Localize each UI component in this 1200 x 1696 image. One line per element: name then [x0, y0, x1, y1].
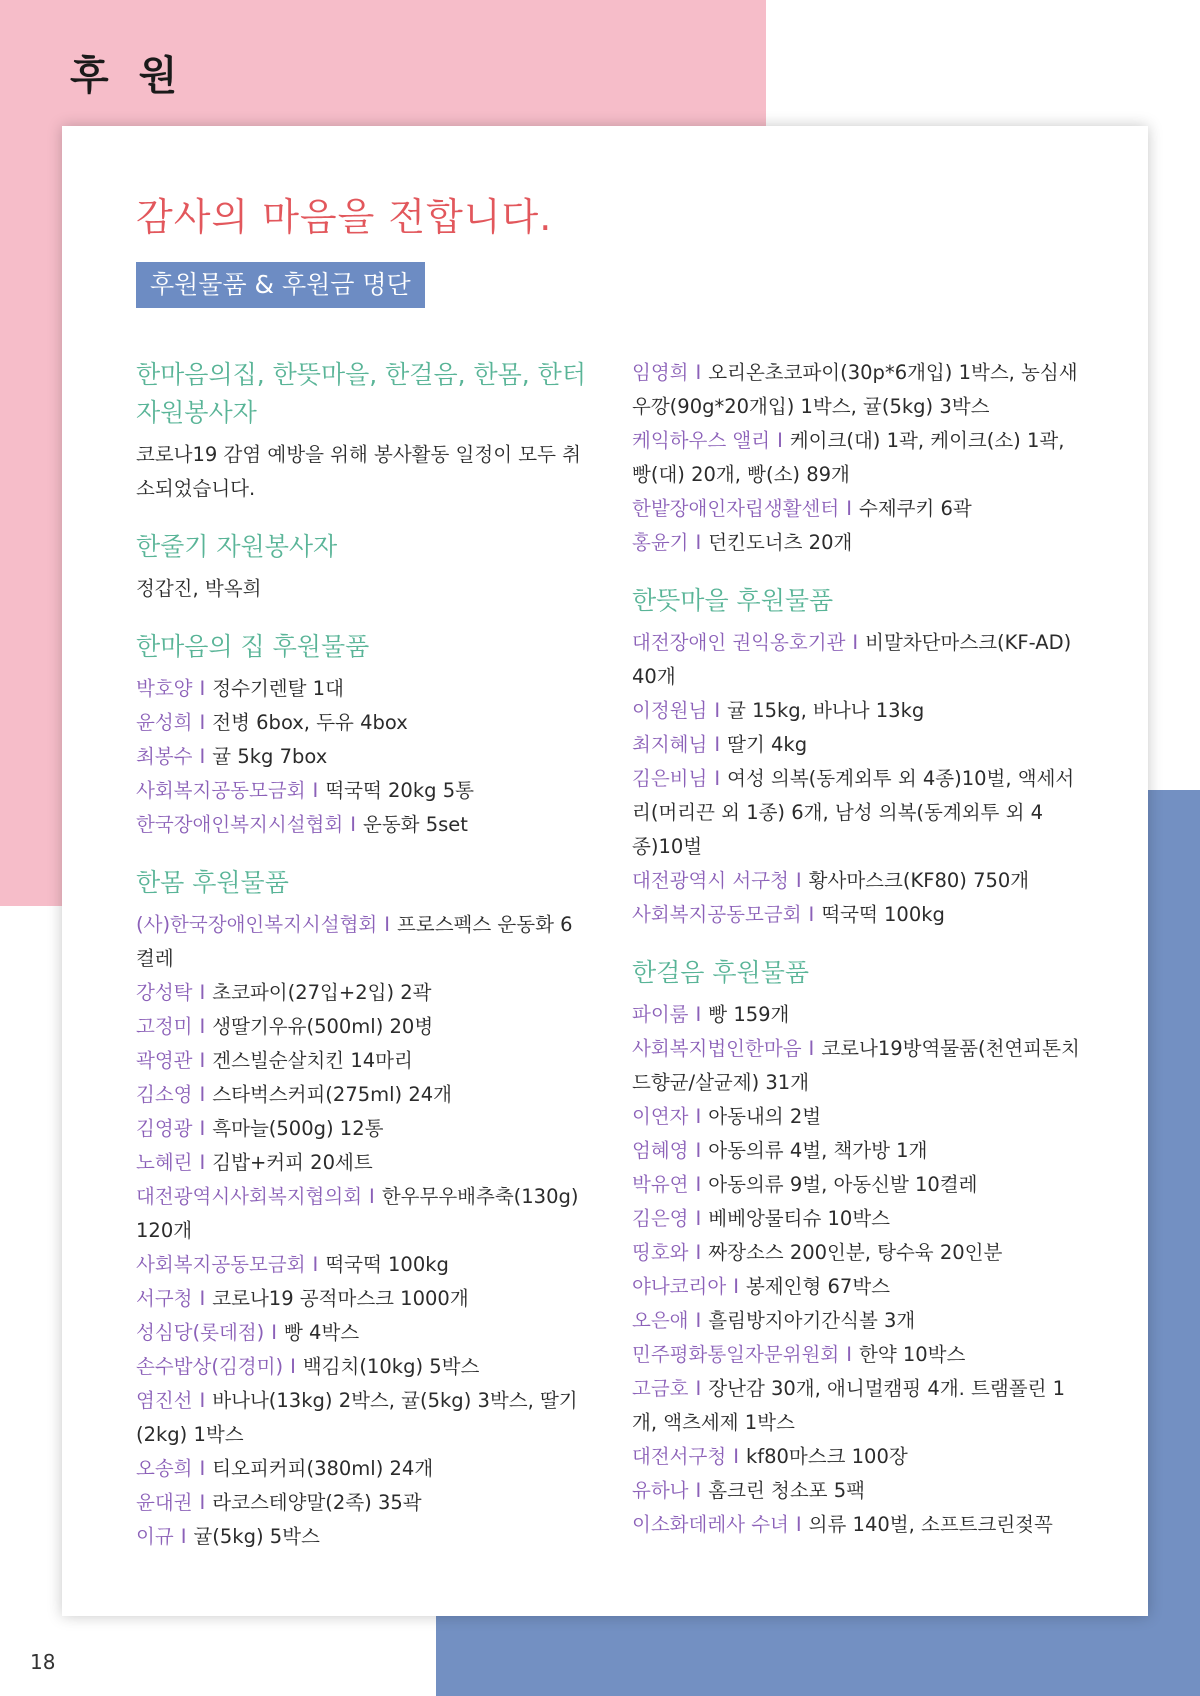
donor-entry	[632, 626, 1082, 694]
donor-name: (사)한국장애인복지시설협회	[136, 913, 378, 936]
donor-name: 홍윤기	[632, 531, 689, 554]
separator-mark: I	[199, 1287, 206, 1310]
donor-group	[632, 582, 1082, 932]
left-column	[136, 356, 586, 1576]
separator-mark: I	[695, 1139, 702, 1162]
separator-mark: I	[199, 1117, 206, 1140]
donor-entry	[136, 672, 586, 706]
donor-name: 강성탁	[136, 981, 193, 1004]
donor-entry	[632, 356, 1082, 424]
separator-mark: I	[384, 913, 391, 936]
donor-name: 야나코리아	[632, 1275, 727, 1298]
donation-item: 김밥+커피 20세트	[212, 1151, 373, 1174]
group-text: 정갑진, 박옥희	[136, 577, 262, 600]
donor-entry	[136, 1384, 586, 1452]
separator-mark: I	[733, 1275, 739, 1298]
donor-name: 띵호와	[632, 1241, 689, 1264]
donor-entry	[632, 1338, 1082, 1372]
separator-mark: I	[199, 1015, 206, 1038]
donor-name: 노혜린	[136, 1151, 193, 1174]
donor-entry	[632, 1270, 1082, 1304]
separator-mark: I	[199, 1151, 206, 1174]
donor-entry	[632, 424, 1082, 492]
separator-mark: I	[271, 1321, 278, 1344]
donor-name: 이정원님	[632, 699, 708, 722]
donation-item: 스타벅스커피(275ml) 24개	[212, 1083, 452, 1106]
donation-item: 수제쿠키 6곽	[858, 497, 972, 520]
separator-mark: I	[695, 361, 702, 384]
donor-name: 이소화데레사 수녀	[632, 1513, 789, 1536]
donation-item: 라코스테양말(2족) 35곽	[212, 1491, 422, 1514]
separator-mark: I	[199, 1389, 206, 1412]
page-number: 18	[30, 1650, 56, 1674]
donor-entry	[136, 1316, 586, 1350]
separator-mark: I	[714, 767, 721, 790]
donation-item: 짜장소스 200인분, 탕수육 20인분	[708, 1241, 1003, 1264]
donor-entry	[136, 1248, 586, 1282]
content-card	[62, 126, 1148, 1616]
donation-item: 백김치(10kg) 5박스	[302, 1355, 480, 1378]
donation-item: 봉제인형 67박스	[745, 1275, 890, 1298]
subtitle-badge: 후원물품 & 후원금 명단	[136, 262, 425, 308]
donor-group	[136, 356, 586, 506]
donor-name: 사회복지공동모금회	[136, 1253, 306, 1276]
separator-mark: I	[795, 1513, 802, 1536]
donor-name: 곽영관	[136, 1049, 193, 1072]
donor-group	[136, 864, 586, 1554]
donor-name: 사회복지공동모금회	[136, 779, 306, 802]
donor-name: 이연자	[632, 1105, 689, 1128]
separator-mark: I	[180, 1525, 187, 1548]
separator-mark: I	[290, 1355, 296, 1378]
donation-item: 귤 5kg 7box	[212, 745, 328, 768]
donor-name: 케익하우스 앨리	[632, 429, 771, 452]
donation-item: 의류 140벌, 소프트크린젖꼭	[808, 1513, 1053, 1536]
donor-entry	[136, 1282, 586, 1316]
donor-entry	[136, 1452, 586, 1486]
donor-name: 임영희	[632, 361, 689, 384]
donor-entry	[632, 728, 1082, 762]
donor-entry	[136, 774, 586, 808]
donation-item: 비말차단마스크(KF-AD) 40개	[632, 631, 1072, 688]
donor-name: 유하나	[632, 1479, 689, 1502]
separator-mark: I	[695, 1207, 702, 1230]
headline: 감사의 마음을 전합니다.	[136, 195, 553, 239]
separator-mark: I	[846, 497, 852, 520]
donor-entry	[632, 1202, 1082, 1236]
donation-item: 흘림방지아기간식볼 3개	[708, 1309, 916, 1332]
donation-item: kf80마스크 100장	[745, 1445, 908, 1468]
donor-name: 서구청	[136, 1287, 193, 1310]
donor-name: 염진선	[136, 1389, 193, 1412]
separator-mark: I	[199, 1049, 206, 1072]
donor-name: 윤성희	[136, 711, 193, 734]
donor-name: 대전서구청	[632, 1445, 727, 1468]
donor-entry	[632, 898, 1082, 932]
donor-entry	[632, 864, 1082, 898]
donation-item: 코로나19 공적마스크 1000개	[212, 1287, 469, 1310]
donor-name: 최지혜님	[632, 733, 708, 756]
donation-item: 바나나(13kg) 2박스, 귤(5kg) 3박스, 딸기(2kg) 1박스	[136, 1389, 578, 1446]
donor-entry	[136, 1112, 586, 1146]
donation-item: 흑마늘(500g) 12통	[212, 1117, 384, 1140]
donation-item: 프로스펙스 운동화 6켤레	[136, 913, 573, 970]
donor-entry	[136, 1350, 586, 1384]
donor-entry	[632, 1474, 1082, 1508]
donor-name: 박호양	[136, 677, 193, 700]
donor-entry	[632, 1440, 1082, 1474]
donation-item: 귤(5kg) 5박스	[193, 1525, 320, 1548]
donor-entry	[136, 908, 586, 976]
donor-entry	[632, 1236, 1082, 1270]
donor-group	[632, 954, 1082, 1542]
separator-mark: I	[695, 1309, 702, 1332]
donation-item: 딸기 4kg	[727, 733, 808, 756]
donor-name: 대전광역시사회복지협의회	[136, 1185, 363, 1208]
donation-item: 정수기렌탈 1대	[212, 677, 344, 700]
donation-item: 떡국떡 100kg	[325, 1253, 449, 1276]
separator-mark: I	[312, 1253, 319, 1276]
donor-entry	[136, 1010, 586, 1044]
donation-item: 홈크린 청소포 5팩	[708, 1479, 865, 1502]
donation-item: 한우무우배추축(130g) 120개	[136, 1185, 579, 1242]
donor-name: 오은애	[632, 1309, 689, 1332]
group-title: 한마음의집, 한뜻마을, 한걸음, 한몸, 한터 자원봉사자	[136, 360, 586, 427]
section-label: 후 원	[70, 53, 186, 99]
donation-item: 오리온초코파이(30p*6개입) 1박스, 농심새우깡(90g*20개입) 1박스, 귤(5kg) 3박스	[632, 361, 1078, 418]
donor-entry	[632, 1032, 1082, 1100]
donation-item: 초코파이(27입+2입) 2곽	[212, 981, 432, 1004]
donation-item: 베베앙물티슈 10박스	[708, 1207, 890, 1230]
donor-name: 성심당(롯데점)	[136, 1321, 265, 1344]
separator-mark: I	[808, 903, 815, 926]
separator-mark: I	[199, 745, 206, 768]
separator-mark: I	[695, 531, 702, 554]
separator-mark: I	[312, 779, 319, 802]
donor-entry	[632, 1100, 1082, 1134]
donor-group	[632, 356, 1082, 560]
donor-entry	[136, 976, 586, 1010]
donor-entry	[136, 1486, 586, 1520]
separator-mark: I	[199, 1457, 206, 1480]
donation-item: 운동화 5set	[362, 813, 468, 836]
group-text: 코로나19 감염 예방을 위해 봉사활동 일정이 모두 취소되었습니다.	[136, 443, 581, 500]
donor-entry	[632, 694, 1082, 728]
donation-item: 떡국떡 20kg 5통	[325, 779, 474, 802]
donor-name: 이규	[136, 1525, 174, 1548]
donation-item: 던킨도너츠 20개	[708, 531, 853, 554]
donor-entry	[632, 1168, 1082, 1202]
donor-entry	[136, 706, 586, 740]
donor-entry	[632, 1134, 1082, 1168]
donation-item: 황사마스크(KF80) 750개	[808, 869, 1030, 892]
donor-name: 대전장애인 권익옹호기관	[632, 631, 846, 654]
separator-mark: I	[199, 1083, 206, 1106]
donor-name: 박유연	[632, 1173, 689, 1196]
donation-item: 빵 4박스	[284, 1321, 360, 1344]
separator-mark: I	[852, 631, 859, 654]
separator-mark: I	[695, 1241, 702, 1264]
donor-entry	[632, 492, 1082, 526]
donor-entry	[136, 1146, 586, 1180]
donation-item: 겐스빌순살치킨 14마리	[212, 1049, 413, 1072]
donor-name: 민주평화통일자문위원회	[632, 1343, 840, 1366]
donation-item: 아동내의 2벌	[708, 1105, 822, 1128]
donation-item: 귤 15kg, 바나나 13kg	[727, 699, 925, 722]
donor-name: 한국장애인복지시설협회	[136, 813, 344, 836]
donation-item: 장난감 30개, 애니멀캠핑 4개. 트램폴린 1개, 액츠세제 1박스	[632, 1377, 1066, 1434]
donor-entry	[632, 998, 1082, 1032]
separator-mark: I	[695, 1003, 702, 1026]
donation-item: 코로나19방역물품(천연피톤치드향균/살균제) 31개	[632, 1037, 1080, 1094]
separator-mark: I	[714, 733, 721, 756]
donor-entry	[632, 762, 1082, 864]
separator-mark: I	[199, 711, 206, 734]
donor-group	[136, 628, 586, 842]
donor-entry	[136, 740, 586, 774]
separator-mark: I	[733, 1445, 739, 1468]
separator-mark: I	[846, 1343, 852, 1366]
separator-mark: I	[777, 429, 783, 452]
donor-entry	[632, 1508, 1082, 1542]
separator-mark: I	[695, 1479, 702, 1502]
donation-item: 여성 의복(동계외투 외 4종)10벌, 액세서리(머리끈 외 1종) 6개, 남성 의복(동계외투 외 4종)10벌	[632, 767, 1075, 858]
donor-name: 최봉수	[136, 745, 193, 768]
donation-item: 한약 10박스	[858, 1343, 966, 1366]
donor-entry	[632, 1304, 1082, 1338]
donation-item: 떡국떡 100kg	[821, 903, 945, 926]
separator-mark: I	[695, 1377, 702, 1400]
separator-mark: I	[808, 1037, 815, 1060]
donor-name: 고금호	[632, 1377, 689, 1400]
separator-mark: I	[350, 813, 356, 836]
separator-mark: I	[199, 1491, 206, 1514]
group-title: 한몸 후원물품	[136, 868, 289, 897]
group-title: 한걸음 후원물품	[632, 958, 809, 987]
separator-mark: I	[714, 699, 721, 722]
group-title: 한줄기 자원봉사자	[136, 532, 338, 561]
donor-name: 한밭장애인자립생활센터	[632, 497, 840, 520]
donor-entry	[136, 1044, 586, 1078]
donor-name: 윤대권	[136, 1491, 193, 1514]
donor-entry	[136, 808, 586, 842]
donation-item: 케이크(대) 1곽, 케이크(소) 1곽, 빵(대) 20개, 빵(소) 89개	[632, 429, 1065, 486]
donor-name: 김은비님	[632, 767, 708, 790]
donation-item: 아동의류 4벌, 책가방 1개	[708, 1139, 928, 1162]
group-title: 한마음의 집 후원물품	[136, 632, 370, 661]
donor-entry	[632, 526, 1082, 560]
donation-item: 생딸기우유(500ml) 20병	[212, 1015, 434, 1038]
donor-name: 김소영	[136, 1083, 193, 1106]
donation-item: 티오피커피(380ml) 24개	[212, 1457, 434, 1480]
donor-group	[136, 528, 586, 606]
donor-name: 파이룸	[632, 1003, 689, 1026]
donor-entry	[136, 1180, 586, 1248]
separator-mark: I	[369, 1185, 375, 1208]
donor-name: 대전광역시 서구청	[632, 869, 789, 892]
donor-name: 사회복지공동모금회	[632, 903, 802, 926]
donor-name: 손수밥상(김경미)	[136, 1355, 284, 1378]
separator-mark: I	[695, 1173, 702, 1196]
donor-name: 사회복지법인한마음	[632, 1037, 802, 1060]
donor-name: 엄혜영	[632, 1139, 689, 1162]
donor-entry	[136, 1520, 586, 1554]
donation-item: 빵 159개	[708, 1003, 790, 1026]
separator-mark: I	[795, 869, 802, 892]
donation-item: 전병 6box, 두유 4box	[212, 711, 408, 734]
separator-mark: I	[199, 981, 206, 1004]
donor-entry	[632, 1372, 1082, 1440]
donor-entry	[136, 1078, 586, 1112]
donor-name: 고정미	[136, 1015, 193, 1038]
separator-mark: I	[695, 1105, 702, 1128]
donor-name: 김영광	[136, 1117, 193, 1140]
donor-name: 오송희	[136, 1457, 193, 1480]
group-title: 한뜻마을 후원물품	[632, 586, 834, 615]
separator-mark: I	[199, 677, 206, 700]
donor-name: 김은영	[632, 1207, 689, 1230]
donation-item: 아동의류 9벌, 아동신발 10켤레	[708, 1173, 978, 1196]
right-column	[632, 356, 1082, 1564]
